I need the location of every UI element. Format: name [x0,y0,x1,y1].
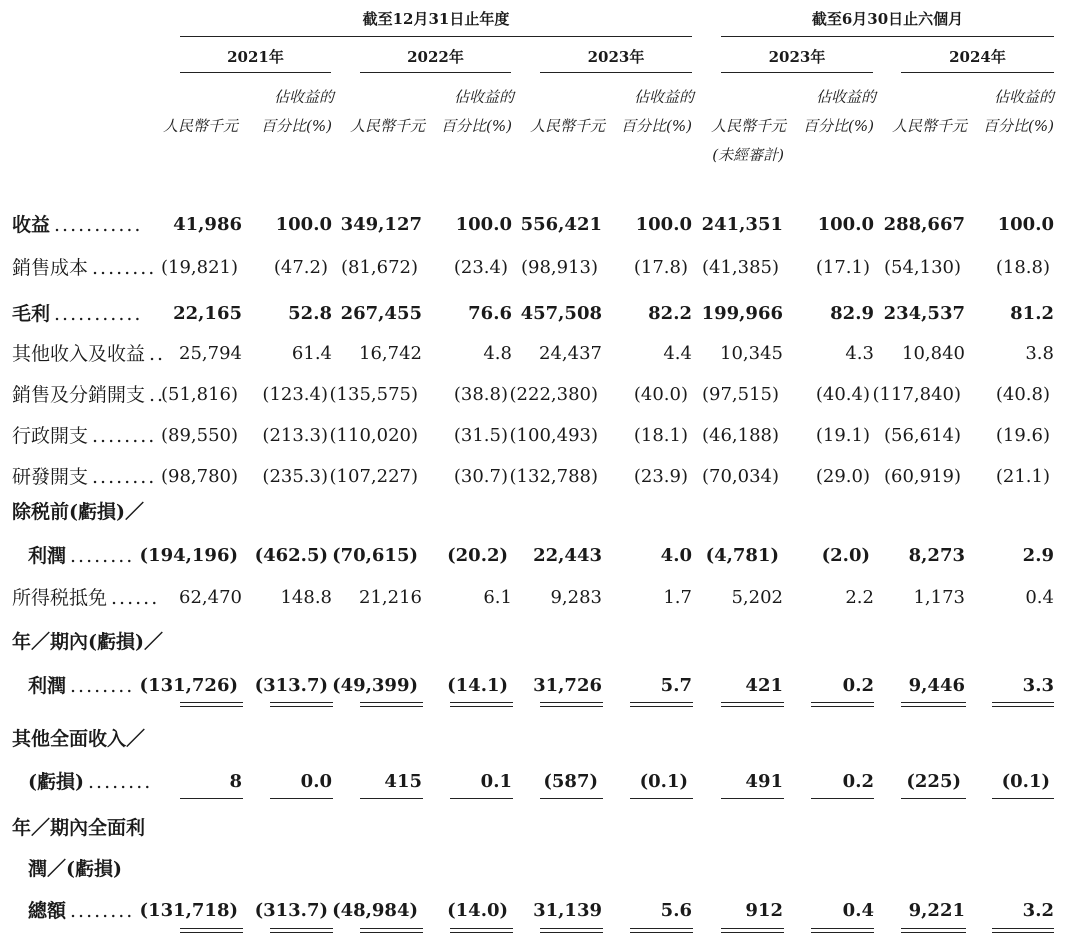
amount-cell: 8,273 [908,545,965,566]
leader-dots: .. [149,343,166,365]
subheader-amount: 人民幣千元 [162,117,238,135]
percent-cell: (30.7) [453,466,508,487]
total-underline [450,702,513,703]
total-underline [721,932,784,933]
row-label-text: 年／期內全面利 [12,817,146,839]
percent-cell: (21.1) [995,466,1050,487]
row-label-text: 收益 [12,214,51,236]
subheader-pct-line1: 佔收益的 [273,88,334,106]
row-label-text: 利潤 [28,675,67,697]
amount-cell: 41,986 [173,214,242,235]
group-underline-interim [721,36,1054,37]
leader-dots: ........ [92,425,157,447]
amount-cell: 16,742 [359,343,422,364]
amount-cell: (117,840) [872,384,961,405]
row-label [12,383,165,407]
amount-cell: 22,165 [173,303,242,324]
total-underline [901,706,966,707]
total-underline [992,928,1054,929]
total-underline [721,798,784,799]
percent-cell: 100.0 [817,214,874,235]
total-underline [630,798,693,799]
percent-cell: (18.1) [633,425,688,446]
total-underline [992,702,1054,703]
total-underline [540,932,603,933]
leader-dots: ........ [92,466,157,488]
amount-cell: (49,399) [332,675,418,696]
row-label-text: 所得税抵免 [12,587,108,609]
row-label [12,256,156,280]
total-underline [360,932,423,933]
subheader-pct-line1: 佔收益的 [633,88,694,106]
amount-cell: 62,470 [179,587,242,608]
total-underline [270,932,333,933]
percent-cell: (313.7) [254,675,328,696]
amount-cell: 5,202 [731,587,783,608]
amount-cell: 241,351 [701,214,783,235]
row-label [12,342,165,366]
amount-cell: 912 [745,900,783,921]
amount-cell: 31,726 [533,675,602,696]
percent-cell: (29.0) [815,466,870,487]
subheader-amount: 人民幣千元 [710,117,786,135]
total-underline [540,798,603,799]
amount-cell: (56,614) [883,425,961,446]
percent-cell: (313.7) [254,900,328,921]
amount-cell: 421 [745,675,783,696]
amount-cell: 24,437 [539,343,602,364]
amount-cell: 22,443 [533,545,602,566]
percent-cell: 2.2 [845,587,874,608]
total-underline [360,706,423,707]
percent-cell: 100.0 [997,214,1054,235]
amount-cell: 10,345 [720,343,783,364]
row-label [28,770,152,794]
amount-cell: (89,550) [160,425,238,446]
row-label [12,500,144,524]
subheader-pct-line1: 佔收益的 [993,88,1054,106]
year-header: 2022年 [407,48,464,66]
amount-cell: 349,127 [340,214,422,235]
amount-cell: (46,188) [701,425,779,446]
amount-cell: (81,672) [340,257,418,278]
amount-cell: 267,455 [340,303,422,324]
subheader-pct-line2: 百分比(%) [621,117,692,135]
percent-cell: (17.1) [815,257,870,278]
percent-cell: 5.6 [660,900,692,921]
row-label-text: 毛利 [12,303,51,325]
percent-cell: 52.8 [288,303,332,324]
total-underline [811,798,874,799]
percent-cell: 6.1 [483,587,512,608]
row-label [12,213,142,237]
percent-cell: (2.0) [821,545,870,566]
percent-cell: 100.0 [455,214,512,235]
total-underline [721,928,784,929]
total-underline [450,798,513,799]
leader-dots: ........ [70,675,135,697]
percent-cell: 4.3 [845,343,874,364]
leader-dots: .. [149,384,166,406]
total-underline [180,706,243,707]
total-underline [630,932,693,933]
percent-cell: (40.8) [995,384,1050,405]
percent-cell: 2.9 [1022,545,1054,566]
amount-cell: 491 [745,771,783,792]
total-underline [180,932,243,933]
amount-cell: 288,667 [883,214,965,235]
percent-cell: (123.4) [262,384,328,405]
percent-cell: (40.0) [633,384,688,405]
row-label [12,302,142,326]
amount-cell: 10,840 [902,343,965,364]
percent-cell: (23.4) [453,257,508,278]
percent-cell: 4.8 [483,343,512,364]
amount-cell: (135,575) [329,384,418,405]
leader-dots: ...... [111,587,160,609]
year-header: 2023年 [587,48,645,66]
row-label-text: 總額 [28,900,67,922]
percent-cell: (213.3) [262,425,328,446]
row-label-text: 除税前(虧損)／ [12,501,144,523]
subheader-amount: 人民幣千元 [891,117,967,135]
total-underline [270,928,333,929]
subheader-pct-line2: 百分比(%) [803,117,874,135]
subheader-pct-line2: 百分比(%) [261,117,332,135]
total-underline [630,928,693,929]
year-underline [721,72,873,73]
row-label [12,727,145,751]
amount-cell: (60,919) [883,466,961,487]
amount-cell: (98,780) [160,466,238,487]
row-label [12,424,156,448]
group-underline-annual [180,36,692,37]
leader-dots: ........... [54,303,143,325]
year-header: 2021年 [227,48,284,66]
amount-cell: (132,788) [509,466,598,487]
leader-dots: ........ [70,545,135,567]
amount-cell: 25,794 [179,343,242,364]
amount-cell: (587) [543,771,598,792]
row-label [12,465,156,489]
percent-cell: 82.9 [830,303,874,324]
leader-dots: ........ [70,900,135,922]
row-label [12,586,159,610]
row-label-text: 潤／(虧損) [28,858,122,880]
percent-cell: 0.2 [842,771,874,792]
subheader-pct-line1: 佔收益的 [815,88,876,106]
percent-cell: (31.5) [453,425,508,446]
percent-cell: 0.0 [300,771,332,792]
total-underline [540,706,603,707]
amount-cell: 9,446 [908,675,965,696]
amount-cell: (100,493) [509,425,598,446]
year-underline [180,72,331,73]
amount-cell: 1,173 [913,587,965,608]
total-underline [450,706,513,707]
total-underline [270,798,333,799]
amount-cell: (19,821) [160,257,238,278]
amount-cell: (51,816) [160,384,238,405]
row-label [28,857,122,881]
percent-cell: (14.1) [447,675,508,696]
percent-cell: (14.0) [447,900,508,921]
percent-cell: (18.8) [995,257,1050,278]
total-underline [992,798,1054,799]
percent-cell: (0.1) [639,771,688,792]
amount-cell: (41,385) [701,257,779,278]
amount-cell: 31,139 [533,900,602,921]
row-label-text: 銷售成本 [12,257,89,279]
row-label-text: 銷售及分銷開支 [12,384,146,406]
subheader-pct-line2: 百分比(%) [983,117,1054,135]
year-underline [901,72,1054,73]
amount-cell: (54,130) [883,257,961,278]
amount-cell: (107,227) [329,466,418,487]
percent-cell: (40.4) [815,384,870,405]
year-header: 2024年 [949,48,1006,66]
amount-cell: 9,221 [908,900,965,921]
total-underline [450,932,513,933]
row-label [28,544,134,568]
leader-dots: ........... [54,214,143,236]
subheader-amount: 人民幣千元 [349,117,425,135]
amount-cell: 234,537 [883,303,965,324]
percent-cell: (23.9) [633,466,688,487]
total-underline [180,798,243,799]
group-header-annual: 截至12月31日止年度 [362,10,510,28]
total-underline [450,928,513,929]
total-underline [270,702,333,703]
percent-cell: 1.7 [663,587,692,608]
row-label-text: 其他全面收入／ [12,728,146,750]
amount-cell: (97,515) [701,384,779,405]
percent-cell: (19.6) [995,425,1050,446]
percent-cell: (47.2) [273,257,328,278]
percent-cell: 82.2 [648,303,692,324]
percent-cell: 5.7 [660,675,692,696]
leader-dots: ........ [87,771,153,793]
amount-cell: (194,196) [139,545,238,566]
total-underline [360,702,423,703]
total-underline [811,702,874,703]
subheader-amount: 人民幣千元 [529,117,605,135]
percent-cell: 3.3 [1022,675,1054,696]
leader-dots: ........ [92,257,157,279]
percent-cell: 76.6 [468,303,512,324]
amount-cell: (225) [906,771,961,792]
subheader-pct-line2: 百分比(%) [441,117,512,135]
total-underline [811,928,874,929]
amount-cell: 8 [229,771,242,792]
total-underline [811,706,874,707]
total-underline [360,928,423,929]
total-underline [540,702,603,703]
total-underline [721,702,784,703]
amount-cell: (222,380) [509,384,598,405]
percent-cell: 0.4 [842,900,874,921]
total-underline [630,702,693,703]
percent-cell: (462.5) [254,545,328,566]
total-underline [901,928,966,929]
amount-cell: (4,781) [705,545,779,566]
amount-cell: (131,718) [139,900,238,921]
percent-cell: (38.8) [453,384,508,405]
row-label-text: 其他收入及收益 [12,343,146,365]
year-underline [360,72,511,73]
percent-cell: (235.3) [262,466,328,487]
total-underline [901,798,966,799]
total-underline [721,706,784,707]
percent-cell: (0.1) [1001,771,1050,792]
amount-cell: 457,508 [520,303,602,324]
total-underline [992,932,1054,933]
total-underline [901,932,966,933]
total-underline [630,706,693,707]
total-underline [540,928,603,929]
subheader-pct-line1: 佔收益的 [453,88,514,106]
amount-cell: (131,726) [139,675,238,696]
percent-cell: 61.4 [291,343,332,364]
amount-cell: (48,984) [332,900,418,921]
percent-cell: (19.1) [815,425,870,446]
amount-cell: (70,615) [332,545,418,566]
percent-cell: 0.1 [480,771,512,792]
row-label [12,816,145,840]
total-underline [180,702,243,703]
percent-cell: 3.2 [1022,900,1054,921]
row-label [28,674,134,698]
total-underline [992,706,1054,707]
amount-cell: 199,966 [701,303,783,324]
row-label-text: 研發開支 [12,466,89,488]
total-underline [180,928,243,929]
amount-cell: 556,421 [520,214,602,235]
percent-cell: 4.0 [660,545,692,566]
amount-cell: (98,913) [520,257,598,278]
row-label [12,630,163,654]
amount-cell: 415 [384,771,422,792]
amount-cell: (70,034) [701,466,779,487]
percent-cell: 148.8 [280,587,332,608]
percent-cell: 81.2 [1010,303,1054,324]
row-label-text: 行政開支 [12,425,89,447]
total-underline [811,932,874,933]
row-label [28,899,134,923]
total-underline [901,702,966,703]
percent-cell: 4.4 [663,343,692,364]
row-label-text: 年／期內(虧損)／ [12,631,163,653]
amount-cell: (110,020) [329,425,418,446]
year-header: 2023年 [768,48,826,66]
percent-cell: (20.2) [447,545,508,566]
total-underline [270,706,333,707]
subheader-unaudited: (未經審計) [712,146,784,164]
percent-cell: 100.0 [635,214,692,235]
row-label-text: (虧損) [28,771,84,793]
amount-cell: 21,216 [359,587,422,608]
total-underline [360,798,423,799]
percent-cell: 100.0 [275,214,332,235]
year-underline [540,72,692,73]
group-header-interim: 截至6月30日止六個月 [811,10,964,28]
percent-cell: (17.8) [633,257,688,278]
amount-cell: 9,283 [550,587,602,608]
percent-cell: 3.8 [1025,343,1054,364]
percent-cell: 0.2 [842,675,874,696]
row-label-text: 利潤 [28,545,67,567]
percent-cell: 0.4 [1025,587,1054,608]
